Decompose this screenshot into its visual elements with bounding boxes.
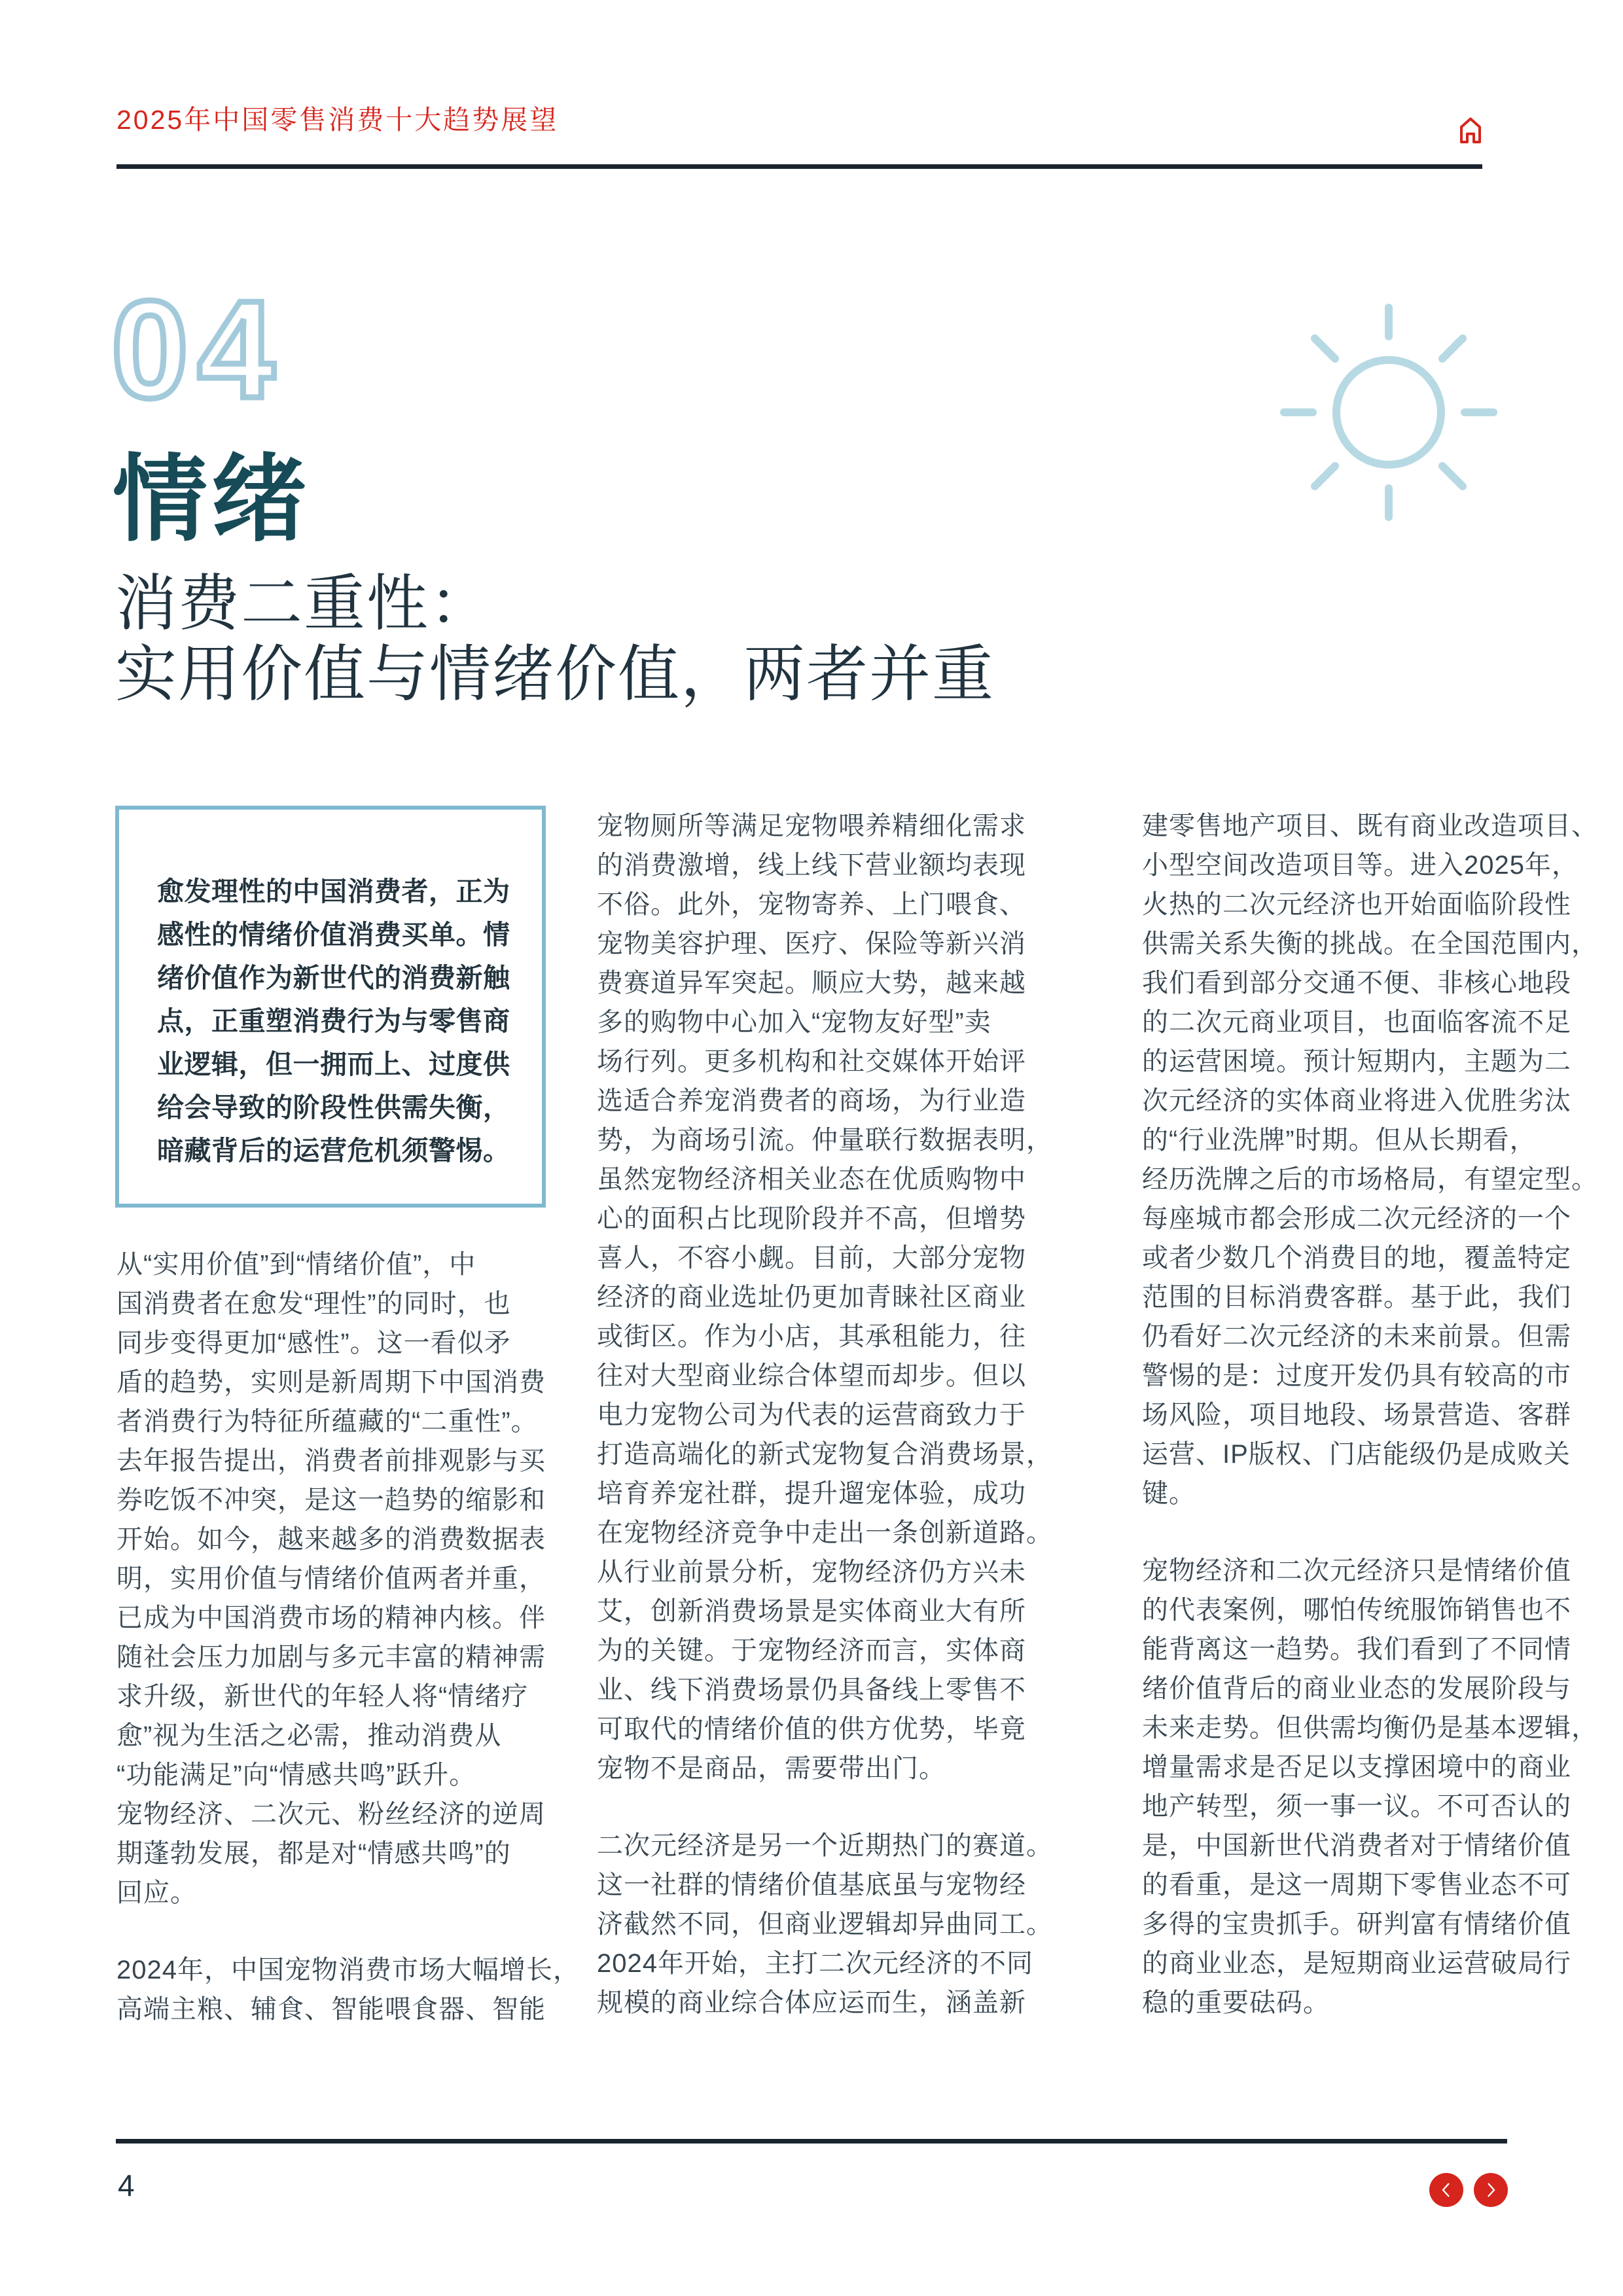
prev-page-button[interactable]: [1429, 2173, 1463, 2207]
text-line: “功能满足”向“情感共鸣”跃升。: [116, 1761, 476, 1789]
chevron-left-icon: [1440, 2181, 1453, 2199]
footer-divider: [116, 2139, 1507, 2144]
text-line: 多的购物中心加入“宠物友好型”卖: [597, 1008, 991, 1037]
text-line: 仍看好二次元经济的未来前景。但需: [1142, 1322, 1571, 1351]
text-line: 高端主粮、辅食、智能喂食器、智能: [116, 1995, 546, 2024]
text-line: 次元经济的实体商业将进入优胜劣汰: [1142, 1086, 1571, 1115]
text-line: 喜人，不容小觑。目前，大部分宠物: [597, 1244, 1026, 1272]
paragraph: [1142, 1551, 1598, 2022]
sun-icon: [1277, 301, 1500, 524]
text-line: 期蓬勃发展，都是对“情感共鸣”的: [116, 1839, 511, 1868]
text-line: 建零售地产项目、既有商业改造项目、: [1142, 812, 1598, 840]
home-icon: [1458, 117, 1483, 144]
text-line: 已成为中国消费市场的精神内核。伴: [116, 1604, 546, 1632]
text-line: 济截然不同，但商业逻辑却异曲同工。: [597, 1910, 1053, 1939]
text-line: 不俗。此外，宠物寄养、上门喂食、: [597, 890, 1026, 919]
trend-title: 情绪: [113, 446, 310, 552]
text-line: 的代表案例，哪怕传统服饰销售也不: [1142, 1596, 1571, 1624]
text-line: 为的关键。于宠物经济而言，实体商: [597, 1636, 1026, 1665]
paragraph: [597, 806, 1053, 1788]
text-line: 盾的趋势，实则是新周期下中国消费: [116, 1368, 546, 1397]
text-line: 键。: [1142, 1479, 1196, 1508]
text-line: 我们看到部分交通不便、非核心地段: [1142, 969, 1571, 997]
text-line: 宠物美容护理、医疗、保险等新兴消: [597, 929, 1026, 958]
chevron-right-icon: [1484, 2181, 1497, 2199]
header-divider: [116, 164, 1482, 169]
text-line: 的商业业态，是短期商业运营破局行: [1142, 1949, 1571, 1978]
text-line: 规模的商业综合体应运而生，涵盖新: [597, 1988, 1026, 2017]
text-line: 给会导致的阶段性供需失衡，: [157, 1092, 510, 1122]
text-line: 未来走势。但供需均衡仍是基本逻辑，: [1142, 1713, 1598, 1742]
text-line: 费赛道异军突起。顺应大势，越来越: [597, 969, 1026, 997]
text-line: 可取代的情绪价值的供方优势，毕竟: [597, 1715, 1026, 1744]
text-line: 从行业前景分析，宠物经济仍方兴未: [597, 1558, 1026, 1587]
body-column-3: [1142, 806, 1598, 2022]
text-line: 艾，创新消费场景是实体商业大有所: [597, 1597, 1026, 1626]
text-line: 培育养宠社群，提升遛宠体验，成功: [597, 1479, 1026, 1508]
text-line: 者消费行为特征所蕴藏的“二重性”。: [116, 1407, 538, 1436]
text-line: 宠物经济、二次元、粉丝经济的逆周: [116, 1800, 546, 1829]
text-line: 运营、IP版权、门店能级仍是成败关: [1142, 1440, 1571, 1469]
paragraph: [116, 1950, 580, 2029]
text-line: 的二次元商业项目，也面临客流不足: [1142, 1008, 1571, 1037]
text-line: 或者少数几个消费目的地，覆盖特定: [1142, 1244, 1571, 1272]
text-line: 每座城市都会形成二次元经济的一个: [1142, 1204, 1571, 1233]
home-button[interactable]: [1458, 117, 1483, 144]
text-line: 多得的宝贵抓手。研判富有情绪价值: [1142, 1910, 1571, 1939]
text-line: 国消费者在愈发“理性”的同时，也: [116, 1289, 511, 1318]
text-line: 增量需求是否足以支撑困境中的商业: [1142, 1753, 1571, 1782]
text-line: 心的面积占比现阶段并不高，但增势: [597, 1204, 1026, 1233]
text-line: 势，为商场引流。仲量联行数据表明，: [597, 1126, 1053, 1155]
text-line: 小型空间改造项目等。进入2025年，: [1142, 851, 1578, 880]
text-line: 暗藏背后的运营危机须警惕。: [157, 1136, 510, 1166]
text-line: 选适合养宠消费者的商场，为行业造: [597, 1086, 1026, 1115]
text-line: 这一社群的情绪价值基底虽与宠物经: [597, 1871, 1026, 1899]
text-line: 愈发理性的中国消费者，正为: [157, 876, 510, 906]
text-line: 点，正重塑消费行为与零售商: [157, 1006, 510, 1036]
text-line: 经历洗牌之后的市场格局，有望定型。: [1142, 1165, 1598, 1194]
text-line: 二次元经济是另一个近期热门的赛道。: [597, 1831, 1053, 1860]
paragraph: [1142, 806, 1598, 1513]
text-line: 的消费激增，线上线下营业额均表现: [597, 851, 1026, 880]
text-line: 明，实用价值与情绪价值两者并重，: [116, 1564, 546, 1593]
body-column-1: [116, 1245, 580, 2029]
paragraph: [597, 1826, 1053, 2022]
text-line: 开始。如今，越来越多的消费数据表: [116, 1525, 546, 1554]
text-line: 或街区。作为小店，其承租能力，往: [597, 1322, 1026, 1351]
text-line: 经济的商业选址仍更加青睐社区商业: [597, 1283, 1026, 1312]
text-line: 是，中国新世代消费者对于情绪价值: [1142, 1831, 1571, 1860]
text-line: 宠物厕所等满足宠物喂养精细化需求: [597, 812, 1026, 840]
text-line: 在宠物经济竞争中走出一条创新道路。: [597, 1518, 1053, 1547]
text-line: 2024年，中国宠物消费市场大幅增长，: [116, 1956, 580, 1984]
text-line: 的看重，是这一周期下零售业态不可: [1142, 1871, 1571, 1899]
text-line: 供需关系失衡的挑战。在全国范围内，: [1142, 929, 1598, 958]
text-line: 火热的二次元经济也开始面临阶段性: [1142, 890, 1571, 919]
text-line: 的运营困境。预计短期内，主题为二: [1142, 1047, 1571, 1076]
text-line: 宠物经济和二次元经济只是情绪价值: [1142, 1556, 1571, 1585]
trend-subtitle: [115, 568, 995, 709]
text-line: 场行列。更多机构和社交媒体开始评: [597, 1047, 1026, 1076]
text-line: 稳的重要砝码。: [1142, 1988, 1330, 2017]
highlight-box: [115, 806, 546, 1208]
text-line: 电力宠物公司为代表的运营商致力于: [597, 1401, 1026, 1429]
text-line: 绪价值作为新世代的消费新触: [157, 963, 510, 993]
text-line: 业逻辑，但一拥而上、过度供: [157, 1049, 510, 1079]
text-line: 地产转型，须一事一议。不可否认的: [1142, 1792, 1571, 1821]
text-line: 能背离这一趋势。我们看到了不同情: [1142, 1635, 1571, 1664]
page-title: 2025年中国零售消费十大趋势展望: [116, 105, 559, 135]
text-line: 的“行业洗牌”时期。但从长期看，: [1142, 1126, 1537, 1155]
text-line: 去年报告提出，消费者前排观影与买: [116, 1446, 546, 1475]
text-line: 警惕的是：过度开发仍具有较高的市: [1142, 1361, 1571, 1390]
text-line: 从“实用价值”到“情绪价值”，中: [116, 1250, 476, 1279]
text-line: 回应。: [116, 1878, 197, 1907]
text-line: 2024年开始，主打二次元经济的不同: [597, 1949, 1033, 1978]
text-line: 宠物不是商品，需要带出门。: [597, 1754, 946, 1783]
text-line: 打造高端化的新式宠物复合消费场景，: [597, 1440, 1053, 1469]
text-line: 券吃饭不冲突，是这一趋势的缩影和: [116, 1486, 546, 1515]
text-line: 实用价值与情绪价值，两者并重: [115, 639, 995, 708]
text-line: 场风险，项目地段、场景营造、客群: [1142, 1401, 1571, 1429]
text-line: 愈”视为生活之必需，推动消费从: [116, 1721, 502, 1750]
text-line: 绪价值背后的商业业态的发展阶段与: [1142, 1674, 1571, 1703]
paragraph: [116, 1245, 546, 1912]
text-line: 虽然宠物经济相关业态在优质购物中: [597, 1165, 1026, 1194]
text-line: 范围的目标消费客群。基于此，我们: [1142, 1283, 1571, 1312]
body-column-2: [597, 806, 1053, 2022]
text-line: 往对大型商业综合体望而却步。但以: [597, 1361, 1026, 1390]
text-line: 消费二重性：: [115, 569, 493, 637]
text-line: 求升级，新世代的年轻人将“情绪疗: [116, 1682, 529, 1711]
text-line: 同步变得更加“感性”。这一看似矛: [116, 1329, 511, 1357]
trend-number: 04: [111, 272, 284, 427]
text-line: 业、线下消费场景仍具备线上零售不: [597, 1676, 1026, 1704]
next-page-button[interactable]: [1474, 2173, 1508, 2207]
page-number: 4: [118, 2168, 135, 2202]
text-line: 随社会压力加剧与多元丰富的精神需: [116, 1643, 546, 1672]
text-line: 感性的情绪价值消费买单。情: [157, 920, 510, 950]
